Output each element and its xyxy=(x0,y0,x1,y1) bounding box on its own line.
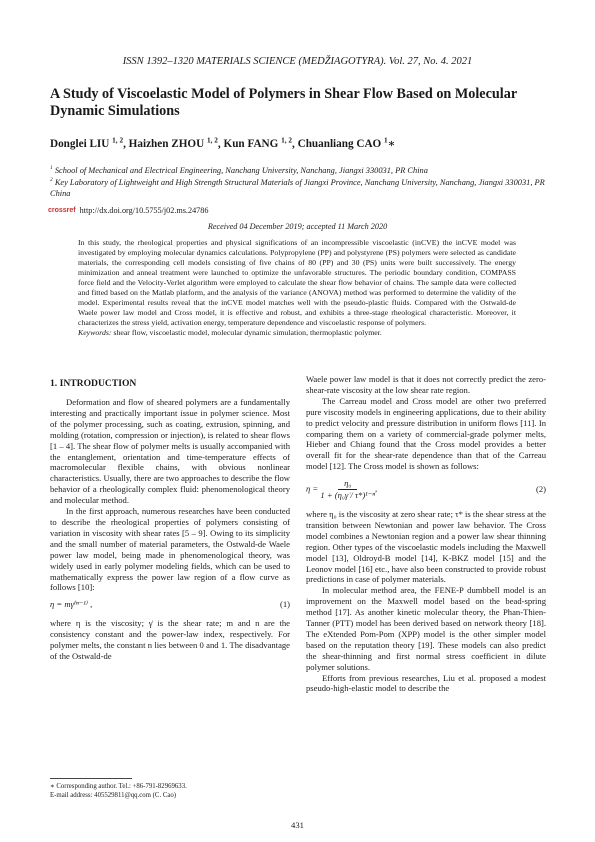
equation-number: (2) xyxy=(535,484,546,495)
journal-header: ISSN 1392–1320 MATERIALS SCIENCE (MEDŽIAGOTYRA). Vol. 27, No. 4. 2021 xyxy=(122,56,473,67)
right-column xyxy=(306,374,546,694)
equation-body: η = mγ̇⁽ⁿ⁻¹⁾ , xyxy=(50,599,93,610)
paragraph: Efforts from previous researches, Liu et al. proposed a modest pseudo-high-elastic model to describe the xyxy=(306,672,546,694)
author-affiliation: 1 xyxy=(384,136,388,145)
section-heading-introduction: 1. INTRODUCTION xyxy=(50,378,137,389)
paragraph: The Carreau model and Cross model are other two preferred pure viscosity models in engineering applications, due to their ability to predict velocity and pressure distribution in uniform flows [11]. In comparing them on a variety of commercial-grade polymer melts, Hieber and Chiang found that the Cross model provides a better overall fit for the shear-rate dependence than that of the Carreau model [12]. The Cross model is shown as follows: xyxy=(306,395,546,472)
page-number: 431 xyxy=(291,820,304,830)
footnote xyxy=(50,782,295,800)
received-dates: Received 04 December 2019; accepted 11 March 2020 xyxy=(207,222,388,231)
paragraph: Deformation and flow of sheared polymers are a fundamentally interesting and practically important issue in polymer science. Most of the polymer processing, such as coating, extrusion, spinning, and molding (rotation, compression or injection), is related to shear flows [1 – 4]. The shear flow of polymer melts is usually accompanied with the entanglement, orientation and time-temperature effects of macromolecular flexible chains, with obvious nonlinear characteristics. Usually, there are two approaches to describe the flow behavior of a rheologically complex fluid: phenomenological theory and molecular method. xyxy=(50,397,290,506)
keywords-label: Keywords: xyxy=(78,328,112,337)
left-column xyxy=(50,397,290,662)
paragraph: In the first approach, numerous researches have been conducted to describe the rheological properties of polymers consisting of variation in viscosity with shear rates [5 – 9]. Owing to its simplicity and the small number of material parameters, the Ostwald-de Waele power law model, being made in phenomenological theory, was widely used in early polymer modeling fields, which can be used to mathematically express the power law region of a flow curve as follows [10]: xyxy=(50,506,290,593)
doi-line xyxy=(48,206,208,215)
paragraph: In molecular method area, the FENE-P dumbbell model is an improvement on the Maxwell model based on the bead-spring method [17]. As another kinetic molecular theory, the Phan-Thien-Tanner (PTT) model has been derived based on network theory [18]. The eXtended Pom-Pom (XPP) model is the other simpler model based on the reputation theory [19]. These models can also predict the shear-thinning and first normal stress coefficient in dilute polymer solutions. xyxy=(306,585,546,672)
footnote-corresponding: ∗ Corresponding author. Tel.: +86-791-82969633. xyxy=(50,783,187,790)
affiliation-1: $^1$ School of Mechanical and Electrical Engineering, Nanchang University, Nanchang, Jiangxi 330031, PR China xyxy=(50,165,428,175)
author-affiliation: 1, 2 xyxy=(207,136,218,145)
keywords xyxy=(78,328,516,338)
abstract xyxy=(78,238,516,338)
author-affiliation: 1, 2 xyxy=(281,136,293,145)
paragraph: where η is the viscosity; γ̇ is the shear rate; m and n are the consistency constant and the power-law index, respectively. For polymer melts, the constant n lies between 0 and 1. The disadvantage of the Ostwald-de xyxy=(50,618,290,661)
denominator: 1 + (η₀γ̇ / τ*)¹⁻ⁿ xyxy=(320,490,376,501)
paper-title: A Study of Viscoelastic Model of Polymers in Shear Flow Based on Molecular Dynamic Simulations xyxy=(50,86,517,119)
paragraph: Waele power law model is that it does not correctly predict the zero-shear-rate viscosity at the low shear rate region. xyxy=(306,374,546,395)
doi-link[interactable]: http://dx.doi.org/10.5755/j02.ms.24786 xyxy=(79,206,209,215)
equation-number: (1) xyxy=(279,599,290,610)
author-affiliation: 1, 2 xyxy=(112,136,124,145)
author-name: Kun FANG xyxy=(223,138,279,150)
equation-1 xyxy=(50,599,290,610)
keywords-text: shear flow, viscoelastic model, molecular dynamic simulation, thermoplastic polymer. xyxy=(111,328,382,337)
affiliation-2: $^2$ Key Laboratory of Lightweight and High Strength Structural Materials of Jiangxi Province, Nanchang University, Nanchang, Jiangxi 330031, PR China xyxy=(50,177,545,198)
crossref-icon: crossref xyxy=(48,207,76,214)
author-name: Haizhen ZHOU xyxy=(128,138,205,150)
abstract-text: In this study, the rheological properties and physical significations of an incompressible viscoelastic (inCVE) the inCVE model was investigated by employing molecular dynamics calculations. Polypropylene (PP) and polystyrene (PS) polymers were selected as candidate materials, the corresponding cell models consisting of five chains of 80 (PP) and 30 (PS) units were built successively. The energy minimization and anneal treatment were launched to optimize the unfavorable structures. The periodic boundary condition, COMPASS force field and the Velocity-Verlet algorithm were employed to calculate the shear flow behavior of chains. The sample data were collected and fitted based on the Matlab platform, and the analysis of the variance (ANOVA) method was performed to determine the validity of the model. Experimental results reveal that the inCVE model matches well with the pseudo-plastic fluids. Compared with the Ostwald-de Waele power law model and Cross model, it is effective and robust, and exhibits a three-stage rheological characteristic. Moreover, it characterizes the stress yield, activation energy, temperature dependence and viscoelastic response of polymers. xyxy=(78,238,516,327)
numerator: η₀ xyxy=(338,478,357,490)
author-list: Donglei LIU $^{1, 2}$, Haizhen ZHOU $^{1, 2}$, Kun FANG $^{1, 2}$, Chuanliang CAO $^1$∗ xyxy=(50,136,396,150)
equation-body: η = $\frac{\text{η₀}}{\text{1 + (η₀γ̇ / τ*)¹⁻ⁿ}}$ , xyxy=(306,478,378,501)
footnote-email: E-mail address: 405529811@qq.com (C. Cao) xyxy=(50,792,177,799)
equation-2 xyxy=(306,478,546,501)
paragraph: where η₀ is the viscosity at zero shear rate; τ* is the shear stress at the transition between Newtonian and power law behavior. The Cross model combines a Newtonian region and a power law shear thinning region. Other types of the viscoelastic models including the Maxwell model [13], Oldroyd-B model [14], K-BKZ model [15] and the Leonov model [16] etc., have also been constructed to provide robust predictions in case of polymer materials. xyxy=(306,508,546,585)
author-name: Chuanliang CAO xyxy=(297,138,382,150)
corresponding-mark: ∗ xyxy=(387,138,396,150)
author-name: Donglei LIU xyxy=(50,138,110,150)
equation-fraction xyxy=(320,478,375,501)
footnote-rule xyxy=(50,778,132,779)
